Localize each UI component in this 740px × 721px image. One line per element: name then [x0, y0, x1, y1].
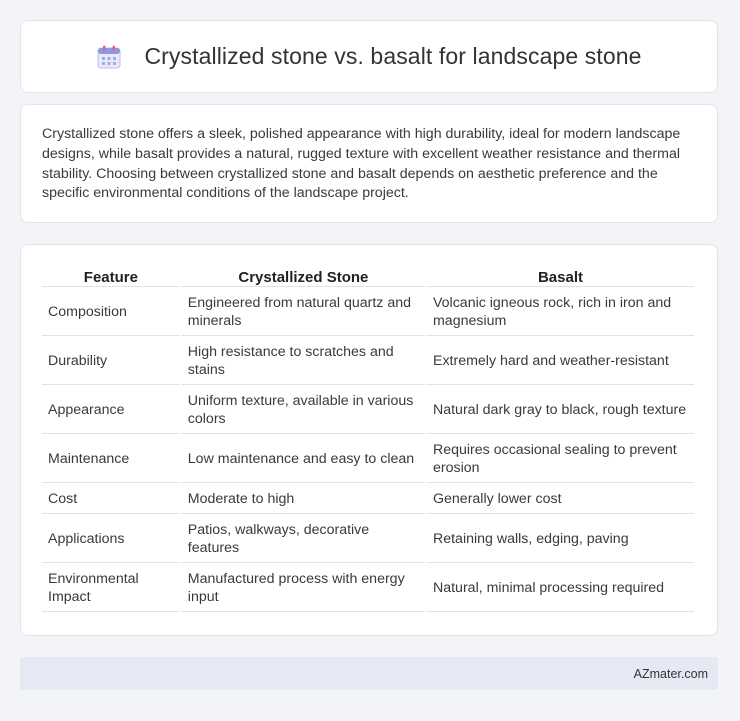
- basalt-cell: Volcanic igneous rock, rich in iron and magnesium: [427, 289, 694, 336]
- summary-text: Crystallized stone offers a sleek, polished appearance with high durability, ideal for modern landscape designs, while basalt provides a natural, rugged texture with excellent weather resistance and thermal stability. Choosing between crystallized stone and basalt depends on aesthetic preference and the specific environmental conditions of the landscape project.: [42, 126, 681, 202]
- table-row: [42, 387, 694, 434]
- feature-cell: Cost: [42, 485, 180, 514]
- table-row: [42, 565, 694, 612]
- crystallized-cell: Low maintenance and easy to clean: [182, 436, 425, 483]
- basalt-cell: Generally lower cost: [427, 485, 694, 514]
- comparison-table-card: [20, 244, 718, 636]
- crystallized-cell: Moderate to high: [182, 485, 425, 514]
- crystallized-cell: High resistance to scratches and stains: [182, 338, 425, 385]
- header-crystallized-stone: Crystallized Stone: [182, 263, 425, 287]
- feature-cell: Durability: [42, 338, 180, 385]
- table-row: [42, 436, 694, 483]
- basalt-cell: Requires occasional sealing to prevent erosion: [427, 436, 694, 483]
- summary-card: [20, 104, 718, 223]
- table-row: [42, 516, 694, 563]
- title-card: [20, 20, 718, 93]
- footer: [20, 657, 718, 690]
- feature-cell: Composition: [42, 289, 180, 336]
- comparison-table: [40, 261, 696, 614]
- basalt-cell: Natural, minimal processing required: [427, 565, 694, 612]
- crystallized-cell: Engineered from natural quartz and minerals: [182, 289, 425, 336]
- crystallized-cell: Uniform texture, available in various colors: [182, 387, 425, 434]
- feature-cell: Appearance: [42, 387, 180, 434]
- crystallized-cell: Manufactured process with energy input: [182, 565, 425, 612]
- table-row: [42, 289, 694, 336]
- page-title: Crystallized stone vs. basalt for landscape stone: [144, 43, 642, 69]
- feature-cell: Applications: [42, 516, 180, 563]
- basalt-cell: Natural dark gray to black, rough texture: [427, 387, 694, 434]
- table-row: [42, 338, 694, 385]
- header-feature: Feature: [42, 263, 180, 287]
- feature-cell: Environmental Impact: [42, 565, 180, 612]
- feature-cell: Maintenance: [42, 436, 180, 483]
- basalt-cell: Retaining walls, edging, paving: [427, 516, 694, 563]
- table-row: [42, 485, 694, 514]
- table-header-row: [42, 263, 694, 287]
- footer-brand: AZmater.com: [633, 666, 708, 681]
- crystallized-cell: Patios, walkways, decorative features: [182, 516, 425, 563]
- calendar-icon: [96, 44, 122, 70]
- basalt-cell: Extremely hard and weather-resistant: [427, 338, 694, 385]
- header-basalt: Basalt: [427, 263, 694, 287]
